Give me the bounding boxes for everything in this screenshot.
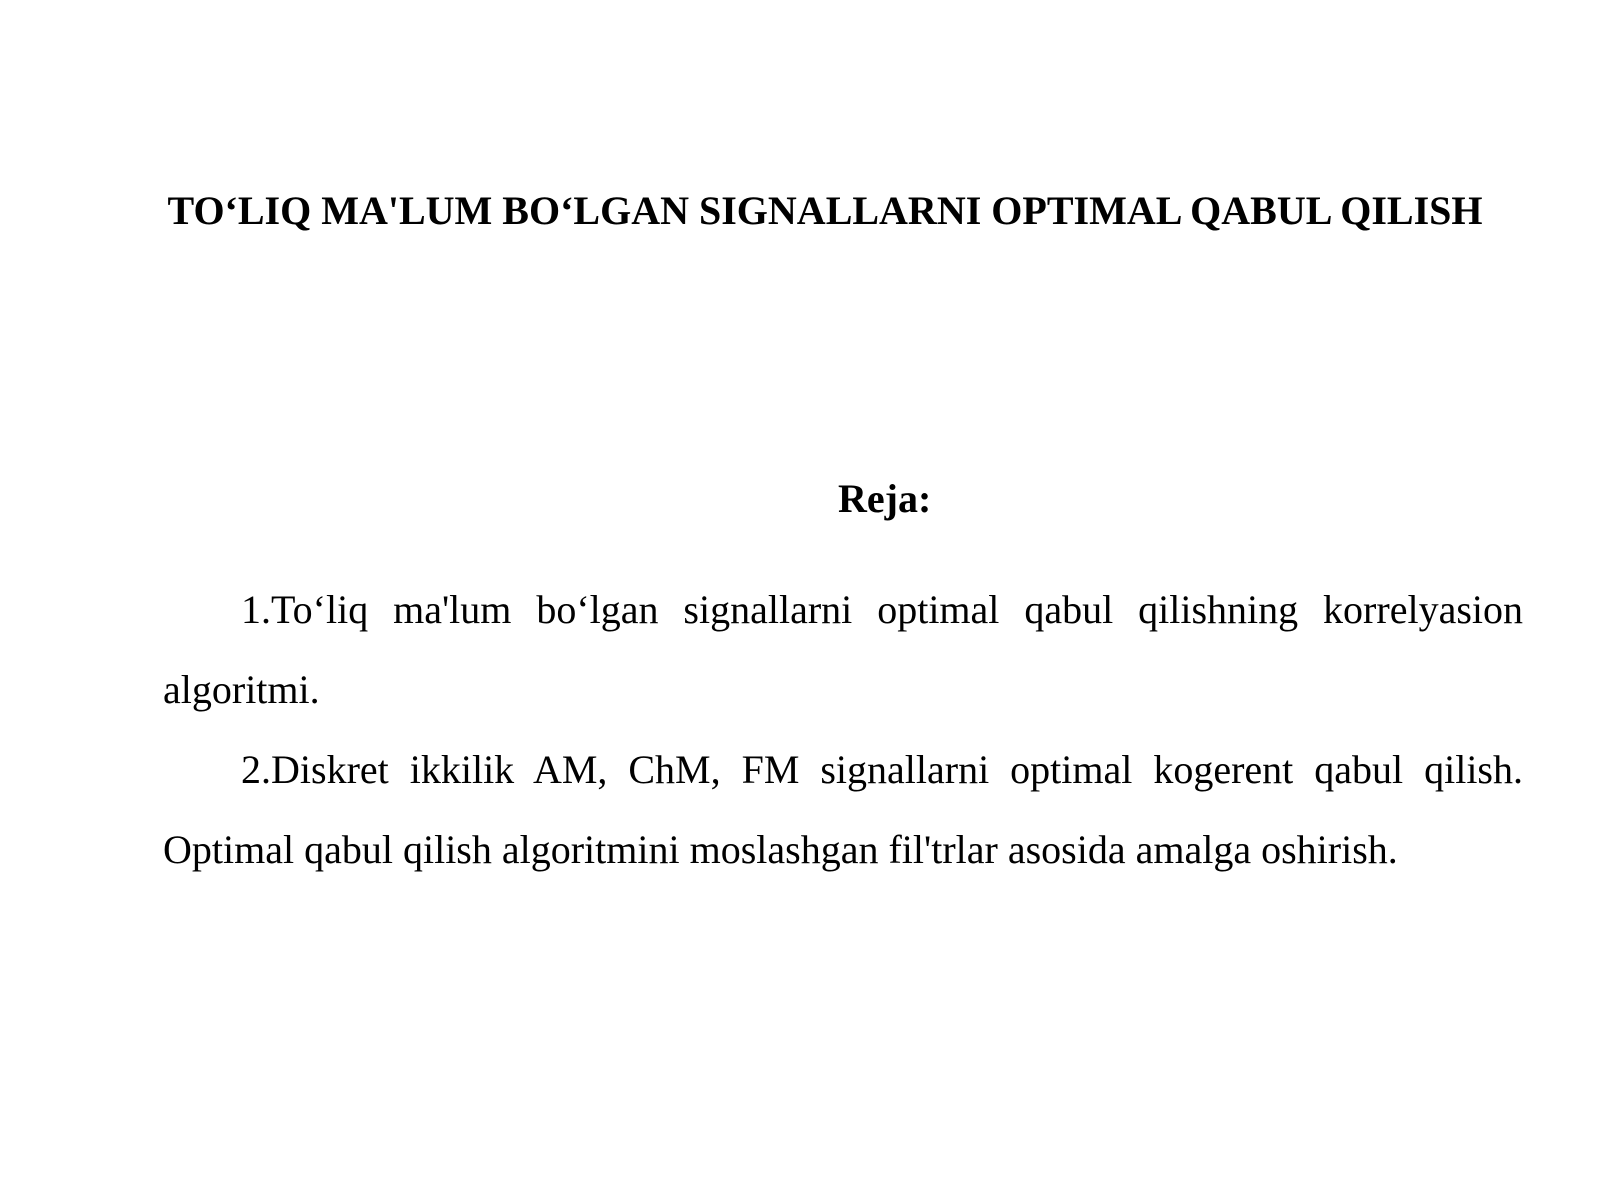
plan-list (163, 570, 1523, 890)
plan-item-1: 1.To‘liq ma'lum bo‘lgan signallarni optimal qabul qilishning korrelyasion algoritmi. (163, 587, 1523, 712)
plan-item-2: 2.Diskret ikkilik AM, ChM, FM signallarni optimal kogerent qabul qilish. Optimal qabul qilish algoritmini moslashgan fil'trlar asosida amalga oshirish. (163, 747, 1523, 872)
document-title: TO‘LIQ MA'LUM BO‘LGAN SIGNALLARNI OPTIMAL QABUL QILISH (167, 188, 1483, 233)
plan-heading: Reja: (838, 476, 932, 521)
